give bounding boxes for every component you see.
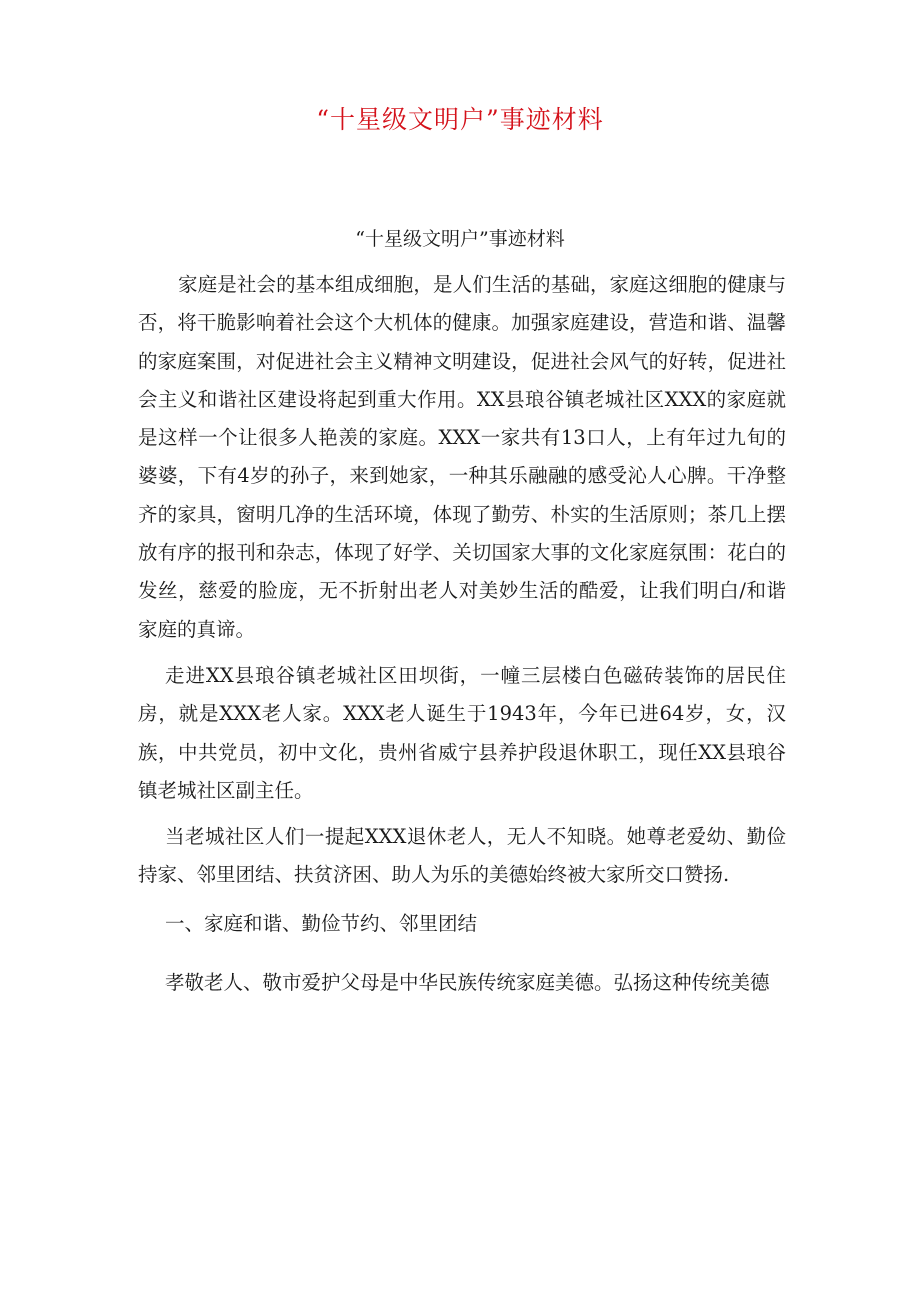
- document-body: [138, 266, 786, 1002]
- document-title: “十星级文明户”事迹材料: [316, 105, 604, 134]
- paragraph-filial-piety: 孝敬老人、敬市爱护父母是中华民族传统家庭美德。弘扬这种传统美德: [165, 971, 770, 995]
- paragraph-reputation: 当老城社区人们一提起XXX退休老人，无人不知晓。她尊老爱幼、勤俭持家、邻里团结、扶贫济困、助人为乐的美德始终被大家所交口赞扬.: [138, 825, 786, 887]
- section-heading: 一、家庭和谐、勤俭节约、邻里团结: [165, 911, 478, 935]
- paragraph-residence: 走进XX县琅谷镇老城社区田坝街，一幢三层楼白色磁砖装饰的居民住房，就是XXX老人家。XXX老人诞生于1943年，今年已进64岁，女，汉族，中共党员，初中文化，贵州省威宁县养护段退休职工，现任XX县琅谷镇老城社区副主任。: [138, 663, 786, 802]
- paragraph-intro: 家庭是社会的基本组成细胞，是人们生活的基础，家庭这细胞的健康与否，将干脆影响着社会这个大机体的健康。加强家庭建设，营造和谐、温馨的家庭案围，对促进社会主义精神文明建设，促进社会风气的好转，促进社会主义和谐社区建设将起到重大作用。XX县琅谷镇老城社区XXX的家庭就是这样一个让很多人艳羡的家庭。XXX一家共有13口人，上有年过九旬的婆婆，下有4岁的孙子，来到她家，一种其乐融融的感受沁人心脾。干净整齐的家具，窗明几净的生活环境，体现了勤劳、朴实的生活原则；茶几上摆放有序的报刊和杂志，体现了好学、关切国家大事的文化家庭氛围：花白的发丝，慈爱的脸庞，无不折射出老人对美妙生活的酷爱，让我们明白/和谐家庭的真谛。: [138, 273, 786, 641]
- document-subtitle: “十星级文明户”事迹材料: [355, 228, 565, 250]
